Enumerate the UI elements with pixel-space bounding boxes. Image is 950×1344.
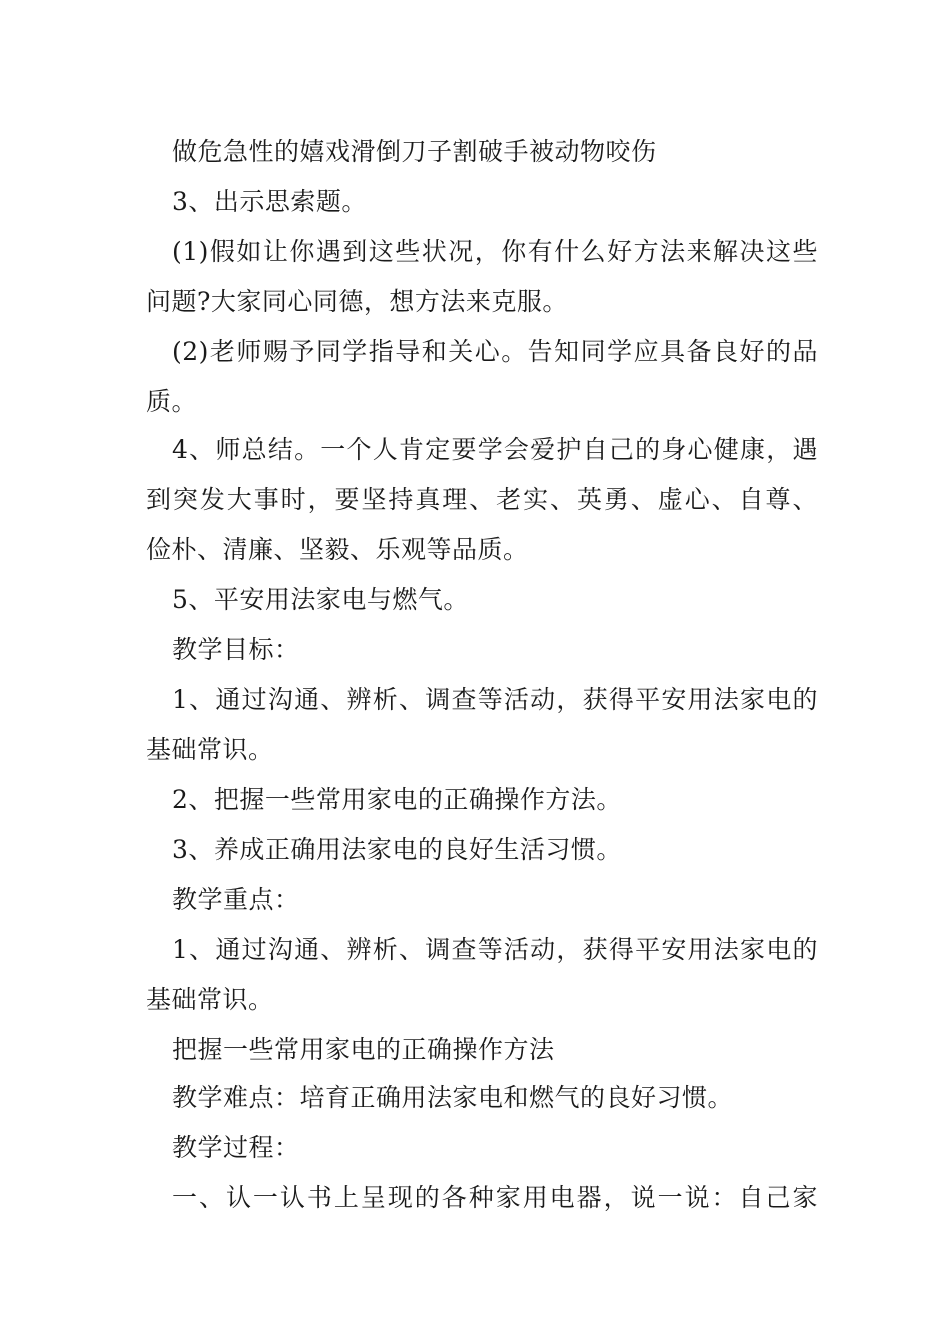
paragraph-line: 3、养成正确用法家电的良好生活习惯。: [172, 835, 622, 864]
paragraph-line: 一、认一认书上呈现的各种家用电器，说一说：自己家: [172, 1183, 818, 1212]
paragraph-line: 做危急性的嬉戏滑倒刀子割破手被动物咬伤: [172, 137, 657, 166]
paragraph-line: 4、师总结。一个人肯定要学会爱护自己的身心健康，遇: [172, 435, 818, 464]
section-heading: 教学重点：: [172, 885, 300, 914]
paragraph-line: (1)假如让你遇到这些状况，你有什么好方法来解决这些: [172, 237, 818, 266]
paragraph-line: 1、通过沟通、辨析、调查等活动，获得平安用法家电的: [172, 685, 818, 714]
paragraph-line: 2、把握一些常用家电的正确操作方法。: [172, 785, 622, 814]
section-heading: 教学过程：: [172, 1133, 300, 1162]
paragraph-line: 基础常识。: [146, 735, 274, 764]
paragraph-line: 3、出示思索题。: [172, 187, 367, 216]
paragraph-line: 教学难点：培育正确用法家电和燃气的良好习惯。: [172, 1083, 734, 1112]
paragraph-line: 基础常识。: [146, 985, 274, 1014]
section-heading: 教学目标：: [172, 635, 300, 664]
paragraph-line: 问题?大家同心同德，想方法来克服。: [146, 287, 568, 316]
paragraph-line: 5、平安用法家电与燃气。: [172, 585, 469, 614]
paragraph-line: 把握一些常用家电的正确操作方法: [172, 1035, 555, 1064]
paragraph-line: (2)老师赐予同学指导和关心。告知同学应具备良好的品: [172, 337, 818, 366]
paragraph-line: 质。: [146, 387, 198, 416]
paragraph-line: 俭朴、清廉、坚毅、乐观等品质。: [146, 535, 529, 564]
paragraph-line: 到突发大事时，要坚持真理、老实、英勇、虚心、自尊、: [146, 485, 818, 514]
paragraph-line: 1、通过沟通、辨析、调查等活动，获得平安用法家电的: [172, 935, 818, 964]
